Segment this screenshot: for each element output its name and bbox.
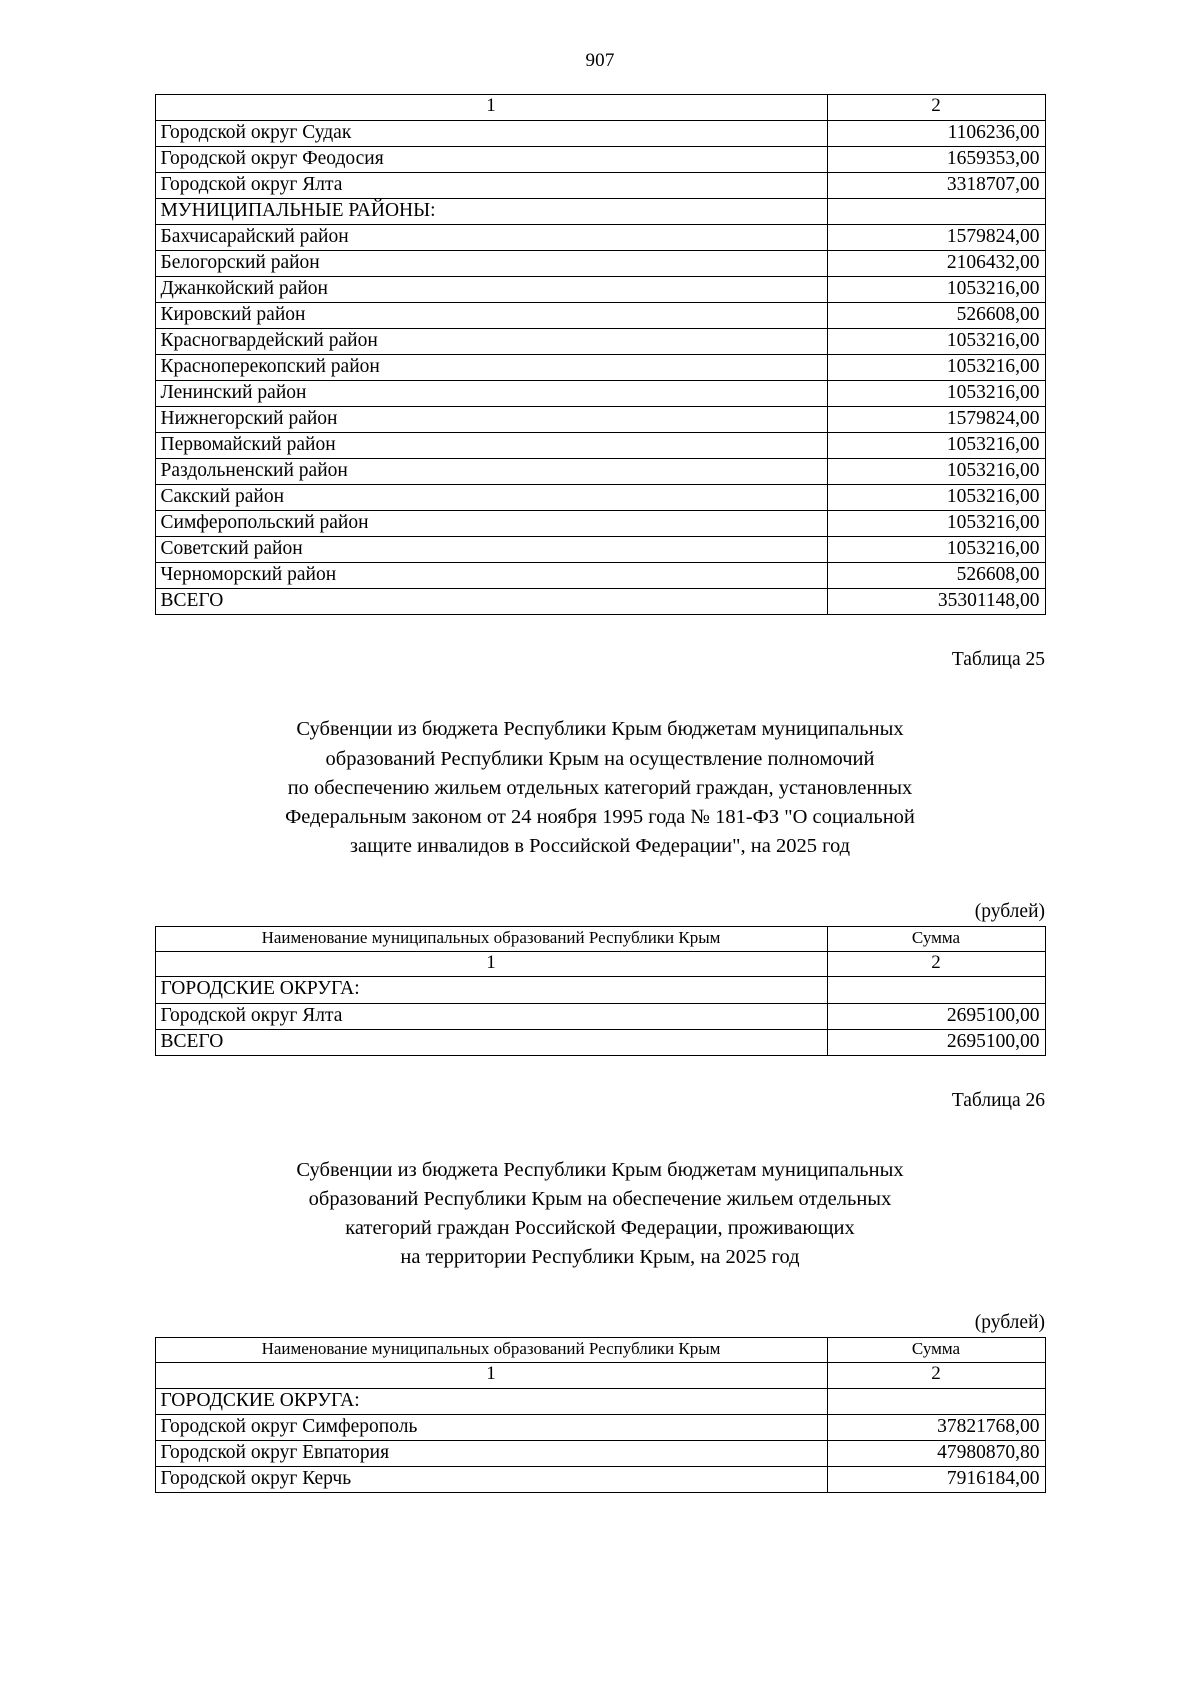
table-row	[155, 276, 1045, 302]
spacer	[0, 1272, 1200, 1312]
table-header-numeric-row	[155, 951, 1045, 977]
table-row	[155, 537, 1045, 563]
title-line: образований Республики Крым на осуществление полномочий	[325, 747, 875, 770]
row-name: Первомайский район	[155, 433, 827, 459]
row-sum: 1053216,00	[827, 433, 1045, 459]
row-name: ГОРОДСКИЕ ОКРУГА:	[155, 977, 827, 1003]
table-24-continued	[155, 94, 1046, 615]
row-sum: 37821768,00	[827, 1414, 1045, 1440]
table-row	[155, 224, 1045, 250]
spacer	[0, 861, 1200, 901]
table-row	[155, 120, 1045, 146]
row-name: Городской округ Ялта	[155, 172, 827, 198]
row-sum: 1053216,00	[827, 380, 1045, 406]
table-row	[155, 485, 1045, 511]
title-line: категорий граждан Российской Федерации, проживающих	[345, 1216, 855, 1239]
col-index-1: 1	[155, 95, 827, 121]
table-row	[155, 328, 1045, 354]
row-sum: 35301148,00	[827, 589, 1045, 615]
table-24-continued-block	[0, 94, 1200, 615]
table-row	[155, 407, 1045, 433]
row-name: Ленинский район	[155, 380, 827, 406]
row-sum: 47980870,80	[827, 1440, 1045, 1466]
table-25-title	[170, 715, 1030, 861]
table-total-row	[155, 1029, 1045, 1055]
table-25-units: (рублей)	[974, 900, 1045, 922]
row-name: Черноморский район	[155, 563, 827, 589]
row-name: Городской округ Керчь	[155, 1466, 827, 1492]
row-name: Городской округ Евпатория	[155, 1440, 827, 1466]
column-header-name: Наименование муниципальных образований Республики Крым	[155, 1338, 827, 1363]
row-sum: 1053216,00	[827, 537, 1045, 563]
row-name: ГОРОДСКИЕ ОКРУГА:	[155, 1388, 827, 1414]
row-name: ВСЕГО	[155, 1029, 827, 1055]
table-header-row	[155, 926, 1045, 951]
row-name: Красноперекопский район	[155, 354, 827, 380]
row-name: Раздольненский район	[155, 459, 827, 485]
table-section-row	[155, 977, 1045, 1003]
row-name: Городской округ Симферополь	[155, 1414, 827, 1440]
row-name: Городской округ Феодосия	[155, 146, 827, 172]
table-section-row	[155, 198, 1045, 224]
table-header-row	[155, 1338, 1045, 1363]
table-header-numeric-row	[155, 95, 1045, 121]
title-line: Субвенции из бюджета Республики Крым бюджетам муниципальных	[296, 1158, 904, 1181]
row-sum	[827, 198, 1045, 224]
row-name: Белогорский район	[155, 250, 827, 276]
row-sum	[827, 1388, 1045, 1414]
row-sum: 1053216,00	[827, 328, 1045, 354]
title-line: по обеспечению жильем отдельных категорий граждан, установленных	[287, 776, 913, 799]
row-sum: 526608,00	[827, 302, 1045, 328]
table-row	[155, 563, 1045, 589]
row-name: Городской округ Судак	[155, 120, 827, 146]
column-header-name: Наименование муниципальных образований Республики Крым	[155, 926, 827, 951]
col-index-2: 2	[827, 1363, 1045, 1389]
row-sum: 1106236,00	[827, 120, 1045, 146]
col-index-2: 2	[827, 95, 1045, 121]
table-header-numeric-row	[155, 1363, 1045, 1389]
table-row	[155, 1466, 1045, 1492]
row-sum: 2695100,00	[827, 1003, 1045, 1029]
row-sum: 3318707,00	[827, 172, 1045, 198]
row-name: Кировский район	[155, 302, 827, 328]
row-name: Нижнегорский район	[155, 407, 827, 433]
row-sum: 2106432,00	[827, 250, 1045, 276]
table-24-body	[155, 95, 1045, 615]
title-line: образований Республики Крым на обеспечение жильем отдельных	[308, 1187, 892, 1210]
table-25-body	[155, 926, 1045, 1055]
title-line: Субвенции из бюджета Республики Крым бюджетам муниципальных	[296, 718, 904, 741]
table-26-caption: Таблица 26	[951, 1089, 1045, 1111]
row-sum: 1053216,00	[827, 354, 1045, 380]
title-line: защите инвалидов в Российской Федерации", на 2025 год	[349, 834, 851, 857]
row-name: Советский район	[155, 537, 827, 563]
table-row	[155, 1003, 1045, 1029]
row-name: Симферопольский район	[155, 511, 827, 537]
row-name: ВСЕГО	[155, 589, 827, 615]
col-index-1: 1	[155, 1363, 827, 1389]
table-26	[155, 1337, 1046, 1493]
page-number: 907	[585, 50, 615, 71]
table-26-units: (рублей)	[974, 1312, 1045, 1334]
table-row	[155, 354, 1045, 380]
table-row	[155, 146, 1045, 172]
row-sum: 1659353,00	[827, 146, 1045, 172]
row-name: Сакский район	[155, 485, 827, 511]
column-header-sum: Сумма	[827, 926, 1045, 951]
col-index-2: 2	[827, 951, 1045, 977]
table-section-row	[155, 1388, 1045, 1414]
table-total-row	[155, 589, 1045, 615]
row-name: Джанкойский район	[155, 276, 827, 302]
row-sum: 1053216,00	[827, 459, 1045, 485]
table-row	[155, 1414, 1045, 1440]
table-row	[155, 302, 1045, 328]
table-row	[155, 250, 1045, 276]
table-row	[155, 433, 1045, 459]
table-row	[155, 1440, 1045, 1466]
table-row	[155, 380, 1045, 406]
table-26-body	[155, 1338, 1045, 1493]
column-header-sum: Сумма	[827, 1338, 1045, 1363]
table-26-title	[170, 1156, 1030, 1272]
row-sum: 1579824,00	[827, 224, 1045, 250]
row-sum: 2695100,00	[827, 1029, 1045, 1055]
table-25	[155, 926, 1046, 1056]
row-sum: 526608,00	[827, 563, 1045, 589]
row-sum: 1053216,00	[827, 511, 1045, 537]
row-sum: 1053216,00	[827, 276, 1045, 302]
col-index-1: 1	[155, 951, 827, 977]
row-sum: 7916184,00	[827, 1466, 1045, 1492]
title-line: Федеральным законом от 24 ноября 1995 года № 181-ФЗ "О социальной	[285, 805, 915, 828]
row-sum: 1053216,00	[827, 485, 1045, 511]
row-sum: 1579824,00	[827, 407, 1045, 433]
table-row	[155, 459, 1045, 485]
title-line: на территории Республики Крым, на 2025 год	[400, 1245, 800, 1268]
table-row	[155, 172, 1045, 198]
row-sum	[827, 977, 1045, 1003]
row-name: Бахчисарайский район	[155, 224, 827, 250]
table-25-caption: Таблица 25	[951, 649, 1045, 671]
row-name: Красногвардейский район	[155, 328, 827, 354]
table-row	[155, 511, 1045, 537]
row-name: МУНИЦИПАЛЬНЫЕ РАЙОНЫ:	[155, 198, 827, 224]
row-name: Городской округ Ялта	[155, 1003, 827, 1029]
